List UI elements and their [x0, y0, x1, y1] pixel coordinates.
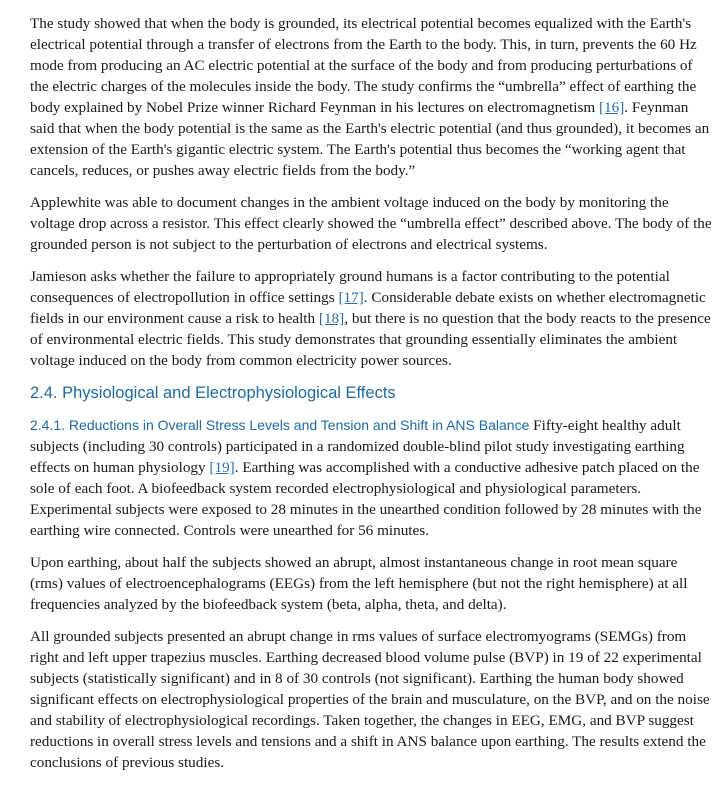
paragraph-text: . Considerable debate exists on whether electromagnetic fields in our environment cause a risk to health — [30, 289, 706, 327]
paragraph-text: . Earthing was accomplished with a conductive adhesive patch placed on the sole of each foot. A biofeedback system recorded electrophysiological and physiological parameters. Experimental subjects were exposed to 28 minutes in the unearthed condition followed by 28 minutes with the earthing wire connected. Controls were unearthed for 56 minutes. — [30, 459, 702, 539]
paragraph-grounding-study — [30, 13, 714, 181]
reference-link-19[interactable]: [19] — [209, 459, 235, 476]
reference-link-16[interactable]: [16] — [598, 99, 625, 116]
reference-link-18[interactable]: [18] — [318, 310, 345, 327]
paragraph-eeg-results: Upon earthing, about half the subjects showed an abrupt, almost instantaneous change in root mean square (rms) values of electroencephalograms (EEGs) from the left hemisphere (but not the right hemisphere) at all frequencies analyzed by the biofeedback system (beta, alpha, theta, and delta). — [30, 554, 688, 613]
paragraph-text: , but there is no question that the body reacts to the presence of environmental electric fields. This study demonstrates that grounding essentially eliminates the ambient voltage induced on the body from common electricity power sources. — [30, 310, 711, 369]
paragraph-text: . Feynman said that when the body potential is the same as the Earth's electric potential (and thus grounded), it becomes an extension of the Earth's gigantic electric system. The Earth's potential thus becomes the “working agent that cancels, reduces, or pushes away electric fields from the body.” — [30, 99, 710, 179]
paragraph-semg-results: All grounded subjects presented an abrupt change in rms values of surface electromyograms (SEMGs) from right and left upper trapezius muscles. Earthing decreased blood volume pulse (BVP) in 19 of 22 experimental subjects (statistically significant) and in 8 of 30 controls (not significant). Earthing the human body showed significant effects on electrophysiological properties of the brain and musculature, on the BVP, and on the noise and stability of electrophysiological recordings. Taken together, the changes in EEG, EMG, and BVP suggest reductions in overall stress levels and tensions and a shift in ANS balance upon earthing. The results extend the conclusions of previous studies. — [30, 628, 710, 771]
paragraph-jamieson — [30, 266, 714, 371]
paragraph-text: Jamieson asks whether the failure to appropriately ground humans is a factor contributing to the potential consequences of electropollution in office settings — [30, 268, 670, 306]
section-heading: 2.4. Physiological and Electrophysiological Effects — [30, 384, 396, 402]
paragraph-stress-study — [30, 415, 714, 541]
subsection-heading: 2.4.1. Reductions in Overall Stress Levels and Tension and Shift in ANS Balance — [30, 417, 530, 433]
paragraph-applewhite: Applewhite was able to document changes in the ambient voltage induced on the body by monitoring the voltage drop across a resistor. This effect clearly showed the “umbrella effect” described above. The body of the grounded person is not subject to the perturbation of electrons and electrical systems. — [30, 194, 712, 253]
paragraph-text: Fifty-eight healthy adult subjects (including 30 controls) participated in a randomized double-blind pilot study investigating earthing effects on human physiology — [30, 417, 685, 476]
reference-link-17[interactable]: [17] — [338, 289, 364, 306]
paragraph-text: The study showed that when the body is grounded, its electrical potential becomes equalized with the Earth's electrical potential through a transfer of electrons from the Earth to the body. This, in turn, prevents the 60 Hz mode from producing an AC electric potential at the surface of the body and from producing perturbations of the electric charges of the molecules inside the body. The study confirms the “umbrella” effect of earthing the body explained by Nobel Prize winner Richard Feynman in his lectures on electromagnetism — [30, 15, 697, 116]
